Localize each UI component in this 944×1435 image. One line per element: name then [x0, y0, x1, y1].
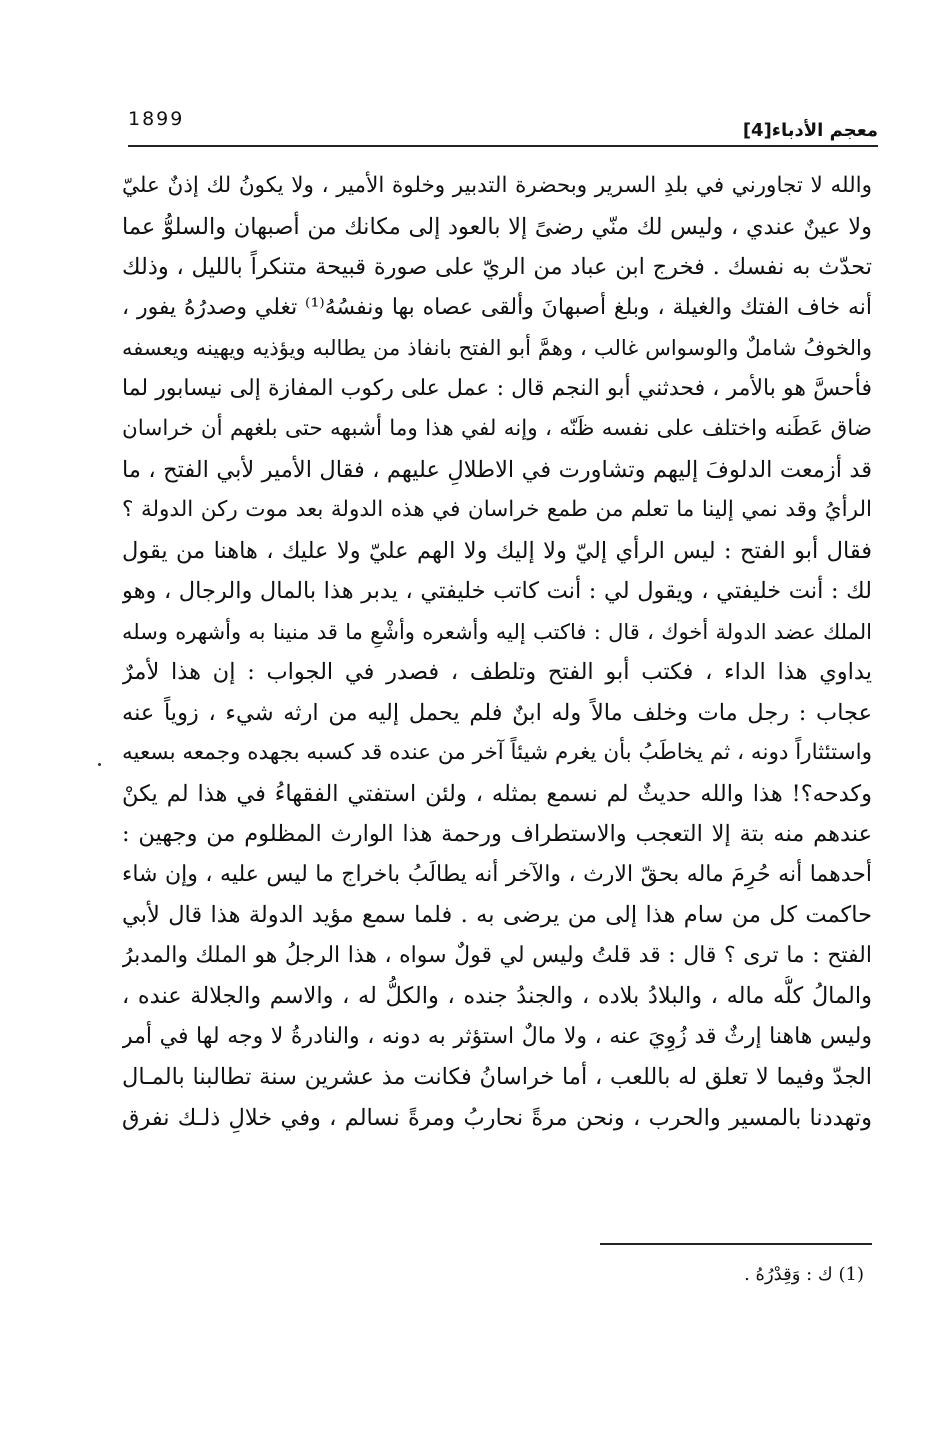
footnote-rule: [600, 1243, 872, 1245]
text-line: لك : أنت خليفتي ، ويقول لي : أنت كاتب خليفتي ، يدبر هذا بالمال والرجال ، وهو: [122, 578, 872, 604]
text-line: وتهددنا بالمسير والحرب ، ونحن مرةً نحاربُ ومرةً نسالم ، وفي خلالِ ذلـك نفرق: [122, 1104, 872, 1131]
text-line: الرأيُ وقد نمي إلينا ما تعلم من طمع خراسان في هذه الدولة بعد موت ركن الدولة ؟: [122, 497, 872, 522]
text-line: والخوفُ شاملٌ والوسواس غالب ، وهمَّ أبو الفتح بانفاذ من يطالبه ويؤذيه ويهينه ويعسفه: [122, 336, 872, 360]
header-rule: [128, 145, 878, 147]
text-line: الفتح : ما ترى ؟ قال : قد قلتُ وليس لي قولٌ سواه ، هذا الرجلُ هو الملك والمدبرُ: [122, 942, 872, 968]
text-line: ولا عينٌ عندي ، وليس لك منّي رضىً إلا بالعود إلى مكانك من أصبهان والسلوُّ عما: [122, 213, 872, 240]
text-line: والمالُ كلُّه ماله ، والبلادُ بلاده ، والجندُ جنده ، والكلُّ له ، والاسم والجلالة عنده ،: [122, 983, 872, 1009]
margin-mark: [98, 763, 101, 766]
text-line: وكدحه؟! هذا والله حديثٌ لم نسمع بمثله ، ولئن استفتي الفقهاءُ في هذا لم يكنْ: [122, 780, 872, 807]
text-line: والله لا تجاورني في بلدِ السرير وبحضرة التدبير وخلوة الأمير ، ولا يكونُ لك إذنٌ عليّ: [122, 173, 872, 198]
page-number: 1899: [128, 108, 185, 130]
text-line: واستئثاراً دونه ، ثم يخاطَبُ بأن يغرم شيئاً آخر من عنده قد كسبه بجهده وجمعه بسعيه: [122, 740, 872, 765]
text-line: عندهم منه بتة إلا التعجب والاستطراف ورحمة هذا الوارث المظلوم من وجهين :: [122, 821, 872, 847]
footnote: (1) ك : وَقِدْرُهُ .: [744, 1264, 864, 1285]
text-line: وليس هاهنا إرثٌ قد زُوِيَ عنه ، ولا مالٌ استؤثر به دونه ، والنادرةُ لا وجه لها في أمر: [122, 1023, 872, 1049]
running-title: معجم الأدباء[4]: [742, 120, 878, 141]
text-line: أحدهما أنه حُرِمَ ماله بحقّ الارث ، والآخر أنه يطالَبُ باخراج ما ليس عليه ، وإن شاء: [122, 861, 872, 887]
text-line: يداوي هذا الداء ، فكتب أبو الفتح وتلطف ، فصدر في الجواب : إن هذا لأمرٌ: [122, 659, 872, 685]
text-line: فقال أبو الفتح : ليس الرأي إليّ ولا إليك ولا الهم عليّ ولا عليك ، هاهنا من يقول: [122, 537, 872, 564]
body-text: [122, 166, 872, 1138]
text-line: قد أزمعت الدلوفَ إليهم وتشاورت في الاطلالِ عليهم ، فقال الأمير لأبي الفتح ، ما: [122, 456, 872, 483]
text-line: أنه خاف الفتك والغيلة ، وبلغ أصبهانَ وألقى عصاه بها ونفسُهُ⁽¹⁾ تغلي وصدرُهُ يفور ،: [122, 294, 872, 320]
text-line: فأحسَّ هو بالأمر ، فحدثني أبو النجم قال : عمل على ركوب المفازة إلى نيسابور لما: [122, 375, 872, 401]
text-line: حاكمت كل من سام هذا إلى من يرضى به . فلما سمع مؤيد الدولة هذا قال لأبي: [122, 902, 872, 928]
text-line: الجدّ وفيما لا تعلق له باللعب ، أما خراسانُ فكانت مذ عشرين سنة تطالبنا بالمـال: [122, 1064, 872, 1090]
text-line: عجاب : رجل مات وخلف مالاً وله ابنٌ فلم يحمل إليه من ارثه شيء ، زوياً عنه: [122, 699, 872, 726]
page-header: [128, 108, 878, 148]
text-line: الملك عضد الدولة أخوك ، قال : فاكتب إليه وأشعره وأشْعِ ما قد منينا به وأشهره وسله: [122, 619, 872, 644]
text-line: ضاق عَطَنه واختلف على نفسه ظَنّه ، وإنه لفي هذا وما أشبهه حتى بلغهم أن خراسان: [122, 416, 872, 441]
text-line: تحدّث به نفسك . فخرج ابن عباد من الريّ على صورة قبيحة متنكراً بالليل ، وذلك: [122, 254, 872, 280]
